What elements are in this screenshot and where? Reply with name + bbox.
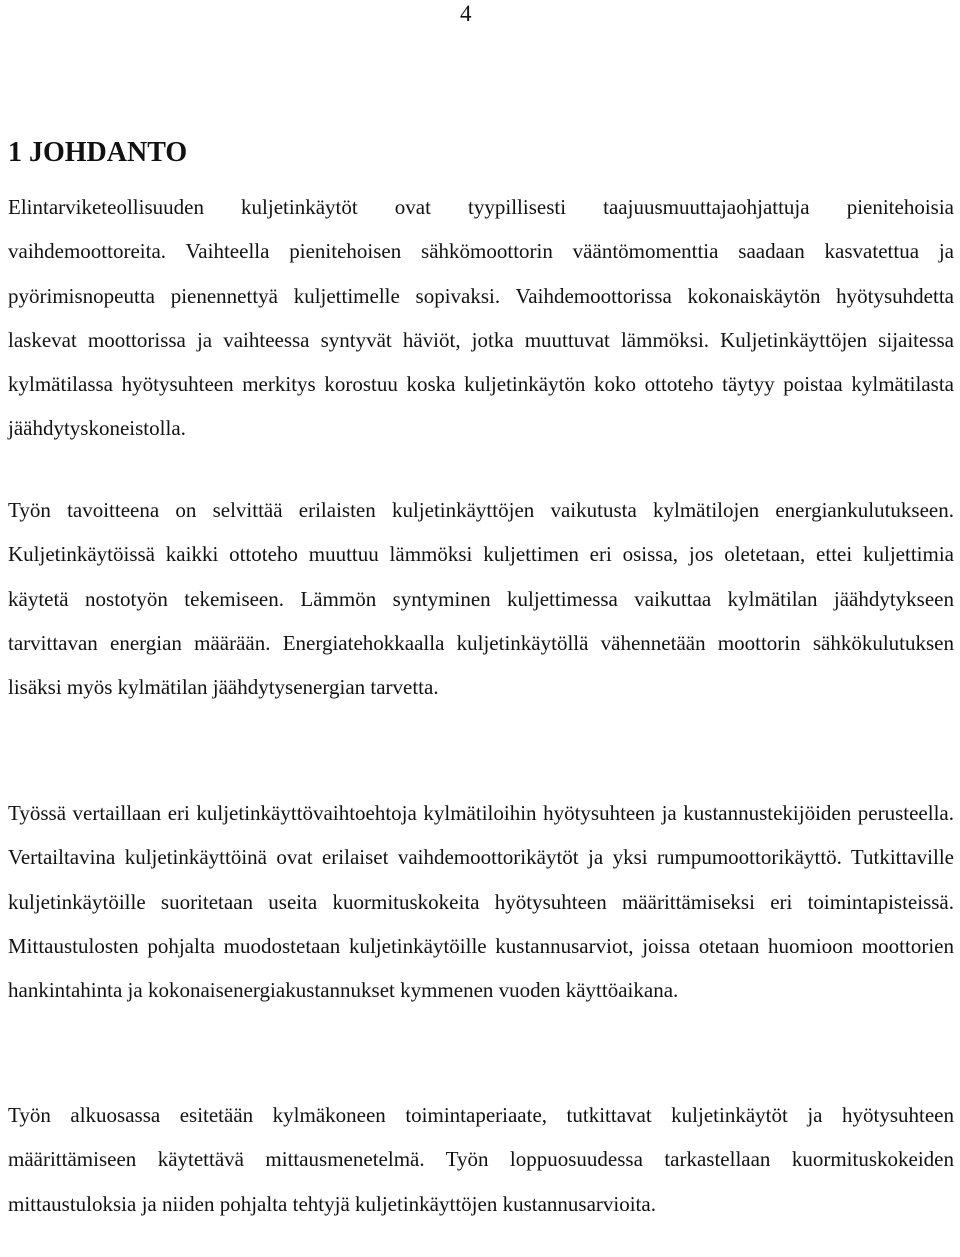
page-number: 4 xyxy=(460,1,472,26)
paragraph-3: Työssä vertaillaan eri kuljetinkäyttövaihtoehtoja kylmätiloihin hyötysuhteen ja kustannustekijöiden perusteella. Vertailtavina kuljetinkäyttöinä ovat erilaiset vaihdemoottorikäytöt ja yksi rumpumoottorikäyttö. Tutkittaville kuljetinkäytöille suoritetaan useita kuormituskokeita hyötysuhteen määrittämiseksi eri toimintapisteissä. Mittaustulosten pohjalta muodostetaan kuljetinkäytöille kustannusarviot, joissa otetaan huomioon moottorien hankintahinta ja kokonaisenergiakustannukset kymmenen vuoden käyttöaikana. xyxy=(8,801,954,1003)
paragraph-1: Elintarviketeollisuuden kuljetinkäytöt ovat tyypillisesti taajuusmuuttajaohjattuja pienitehoisia vaihdemoottoreita. Vaihteella pienitehoisen sähkömoottorin vääntömomenttia saadaan kasvatettua ja pyörimisnopeutta pienennettyä kuljettimelle sopivaksi. Vaihdemoottorissa kokonaiskäytön hyötysuhdetta laskevat moottorissa ja vaihteessa syntyvät häviöt, jotka muuttuvat lämmöksi. Kuljetinkäyttöjen sijaitessa kylmätilassa hyötysuhteen merkitys korostuu koska kuljetinkäytön koko ottoteho täytyy poistaa kylmätilasta jäähdytyskoneistolla. xyxy=(8,195,954,441)
paragraph-4: Työn alkuosassa esitetään kylmäkoneen toimintaperiaate, tutkittavat kuljetinkäytöt ja hyötysuhteen määrittämiseen käytettävä mittausmenetelmä. Työn loppuosuudessa tarkastellaan kuormituskokeiden mittaustuloksia ja niiden pohjalta tehtyjä kuljetinkäyttöjen kustannusarvioita. xyxy=(8,1103,954,1216)
paragraph-2: Työn tavoitteena on selvittää erilaisten kuljetinkäyttöjen vaikutusta kylmätilojen energiankulutukseen. Kuljetinkäytöissä kaikki ottoteho muuttuu lämmöksi kuljettimen eri osissa, jos oletetaan, ettei kuljettimia käytetä nostotyön tekemiseen. Lämmön syntyminen kuljettimessa vaikuttaa kylmätilan jäähdytykseen tarvittavan energian määrään. Energiatehokkaalla kuljetinkäytöllä vähennetään moottorin sähkökulutuksen lisäksi myös kylmätilan jäähdytysenergian tarvetta. xyxy=(8,498,954,700)
section-heading: 1 JOHDANTO xyxy=(8,137,188,168)
